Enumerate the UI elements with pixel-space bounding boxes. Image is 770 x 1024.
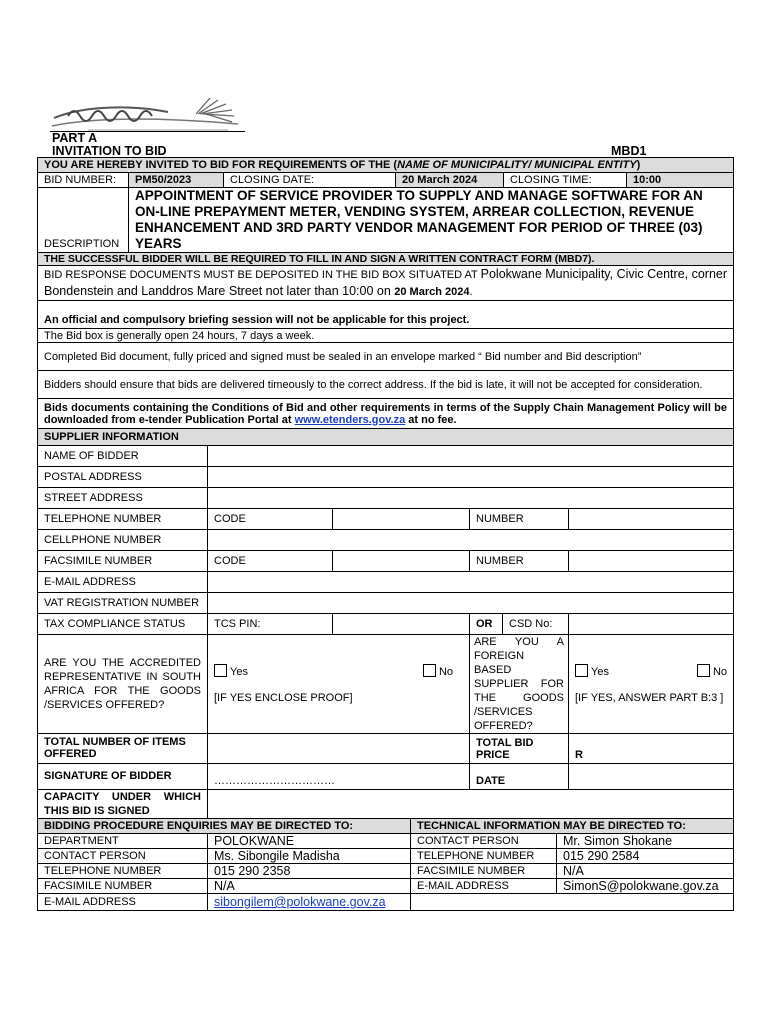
contact-value: Ms. Sibongile Madisha	[208, 849, 411, 864]
csd-label: CSD No:	[503, 613, 569, 634]
closing-time: 10:00	[627, 173, 734, 188]
tcs-pin-field[interactable]	[333, 613, 470, 634]
enclose-proof: [IF YES ENCLOSE PROOF]	[214, 691, 353, 704]
fax-label: FACSIMILE NUMBER	[38, 879, 208, 894]
or-label: OR	[470, 613, 503, 634]
closing-time-label: CLOSING TIME:	[504, 173, 627, 188]
bidding-heading: BIDDING PROCEDURE ENQUIRIES MAY BE DIRECTED TO:	[38, 819, 411, 834]
vat-label: VAT REGISTRATION NUMBER	[38, 592, 208, 613]
supplier-heading: SUPPLIER INFORMATION	[38, 429, 734, 445]
invite-row: YOU ARE HEREBY INVITED TO BID FOR REQUIREMENTS OF THE (NAME OF MUNICIPALITY/ MUNICIPAL ENTITY)	[38, 158, 734, 173]
polokwane-logo	[48, 96, 248, 136]
email-label: E-MAIL ADDRESS	[38, 571, 208, 592]
cellphone-label: CELLPHONE NUMBER	[38, 529, 208, 550]
checkbox-icon[interactable]	[423, 664, 436, 677]
telephone-code-field[interactable]	[333, 508, 470, 529]
vat-field[interactable]	[208, 592, 734, 613]
accredited-yes[interactable]: Yes	[214, 664, 248, 678]
checkbox-icon[interactable]	[214, 664, 227, 677]
street-label: STREET ADDRESS	[38, 487, 208, 508]
total-items-label: TOTAL NUMBER OF ITEMS OFFERED	[38, 733, 208, 763]
foreign-no[interactable]: No	[697, 664, 727, 678]
telephone-code[interactable]: CODE	[208, 508, 333, 529]
capacity-label: CAPACITY UNDER WHICH THIS BID IS SIGNED	[38, 789, 208, 818]
telephone-number-field[interactable]	[569, 508, 734, 529]
answer-part: [IF YES, ANSWER PART B:3 ]	[575, 691, 724, 704]
description-label: DESCRIPTION	[38, 188, 129, 253]
signature-line[interactable]: ……………………………	[208, 763, 470, 789]
closing-date: 20 March 2024	[396, 173, 504, 188]
accredited-no[interactable]: No	[423, 664, 453, 678]
email-link[interactable]: sibongilem@polokwane.gov.za	[214, 895, 386, 909]
etenders-link[interactable]: www.etenders.gov.za	[294, 413, 406, 426]
facsimile-number-field[interactable]	[569, 550, 734, 571]
currency-label[interactable]: R	[569, 733, 734, 763]
name-field[interactable]	[208, 445, 734, 466]
postal-label: POSTAL ADDRESS	[38, 466, 208, 487]
total-price-label: TOTAL BID PRICE	[470, 733, 569, 763]
tech-telephone-label: TELEPHONE NUMBER	[411, 849, 557, 864]
deposit-instructions: BID RESPONSE DOCUMENTS MUST BE DEPOSITED IN THE BID BOX SITUATED AT Polokwane Municipality, Civic Centre, corner Bondenstein and Landdros Mare Street not later than 10:00 on 20 March 2024.	[38, 266, 734, 301]
tax-label: TAX COMPLIANCE STATUS	[38, 613, 208, 634]
bid-description: APPOINTMENT OF SERVICE PROVIDER TO SUPPLY AND MANAGE SOFTWARE FOR AN ON-LINE PREPAYMENT METER, VENDING SYSTEM, ARREAR COLLECTION, REVENUE ENHANCEMENT AND 3RD PARTY VENDOR MANAGEMENT FOR PERIOD OF THREE (03) YEARS	[129, 188, 734, 253]
date-label: DATE	[470, 763, 569, 789]
supplier-table	[37, 429, 734, 819]
sealed-note: Completed Bid document, fully priced and signed must be sealed in an envelope marked “ Bid number and Bid description”	[38, 343, 734, 371]
foreign-yes[interactable]: Yes	[575, 664, 609, 678]
tech-telephone-value: 015 290 2584	[557, 849, 734, 864]
email-value	[208, 894, 411, 911]
briefing-note: An official and compulsory briefing session will not be applicable for this project.	[38, 301, 734, 329]
signature-label: SIGNATURE OF BIDDER	[38, 763, 208, 789]
facsimile-label: FACSIMILE NUMBER	[38, 550, 208, 571]
box-open-note: The Bid box is generally open 24 hours, 7 days a week.	[38, 329, 734, 343]
accredited-question: ARE YOU THE ACCREDITED REPRESENTATIVE IN SOUTH AFRICA FOR THE GOODS /SERVICES OFFERED?	[38, 634, 208, 733]
telephone-label: TELEPHONE NUMBER	[38, 864, 208, 879]
tech-email-label: E-MAIL ADDRESS	[411, 879, 557, 894]
total-items-field[interactable]	[208, 733, 470, 763]
cellphone-field[interactable]	[208, 529, 734, 550]
part-label: PART A	[52, 131, 98, 145]
csd-field[interactable]	[569, 613, 734, 634]
date-field[interactable]	[569, 763, 734, 789]
street-field[interactable]	[208, 487, 734, 508]
fax-value: N/A	[208, 879, 411, 894]
tech-contact-value: Mr. Simon Shokane	[557, 834, 734, 849]
invitation-title: INVITATION TO BID	[52, 144, 167, 158]
capacity-field[interactable]	[208, 789, 734, 818]
download-note: Bids documents containing the Conditions of Bid and other requirements in terms of the Supply Chain Management Policy will be downloaded from e-tender Publication Portal at www.etenders.gov.za at no fee.	[38, 399, 734, 429]
empty-cell	[411, 894, 734, 911]
telephone-label: TELEPHONE NUMBER	[38, 508, 208, 529]
telephone-number-label: NUMBER	[470, 508, 569, 529]
facsimile-code-field[interactable]	[333, 550, 470, 571]
telephone-value: 015 290 2358	[208, 864, 411, 879]
email-label: E-MAIL ADDRESS	[38, 894, 208, 911]
technical-heading: TECHNICAL INFORMATION MAY BE DIRECTED TO:	[411, 819, 734, 834]
foreign-answer	[569, 634, 734, 733]
bid-number: PM50/2023	[129, 173, 224, 188]
tech-fax-label: FACSIMILE NUMBER	[411, 864, 557, 879]
tech-email-value: SimonS@polokwane.gov.za	[557, 879, 734, 894]
tech-fax-value: N/A	[557, 864, 734, 879]
department-label: DEPARTMENT	[38, 834, 208, 849]
checkbox-icon[interactable]	[697, 664, 710, 677]
closing-date-label: CLOSING DATE:	[224, 173, 396, 188]
bid-form	[37, 157, 733, 911]
contact-label: CONTACT PERSON	[38, 849, 208, 864]
contract-note: THE SUCCESSFUL BIDDER WILL BE REQUIRED TO FILL IN AND SIGN A WRITTEN CONTRACT FORM (MBD7).	[38, 253, 734, 266]
facsimile-number-label: NUMBER	[470, 550, 569, 571]
accredited-answer	[208, 634, 470, 733]
postal-field[interactable]	[208, 466, 734, 487]
checkbox-icon[interactable]	[575, 664, 588, 677]
email-field[interactable]	[208, 571, 734, 592]
bid-number-label: BID NUMBER:	[38, 173, 129, 188]
bid-details-table	[37, 157, 734, 429]
foreign-question: ARE YOU A FOREIGN BASED SUPPLIER FOR THE GOODS /SERVICES OFFERED?	[470, 634, 569, 733]
department-value: POLOKWANE	[208, 834, 411, 849]
enquiries-table	[37, 819, 734, 912]
tech-contact-label: CONTACT PERSON	[411, 834, 557, 849]
name-label: NAME OF BIDDER	[38, 445, 208, 466]
tcs-pin-label: TCS PIN:	[208, 613, 333, 634]
timeous-note: Bidders should ensure that bids are delivered timeously to the correct address. If the bid is late, it will not be accepted for consideration.	[38, 371, 734, 399]
form-code: MBD1	[611, 144, 647, 158]
facsimile-code[interactable]: CODE	[208, 550, 333, 571]
